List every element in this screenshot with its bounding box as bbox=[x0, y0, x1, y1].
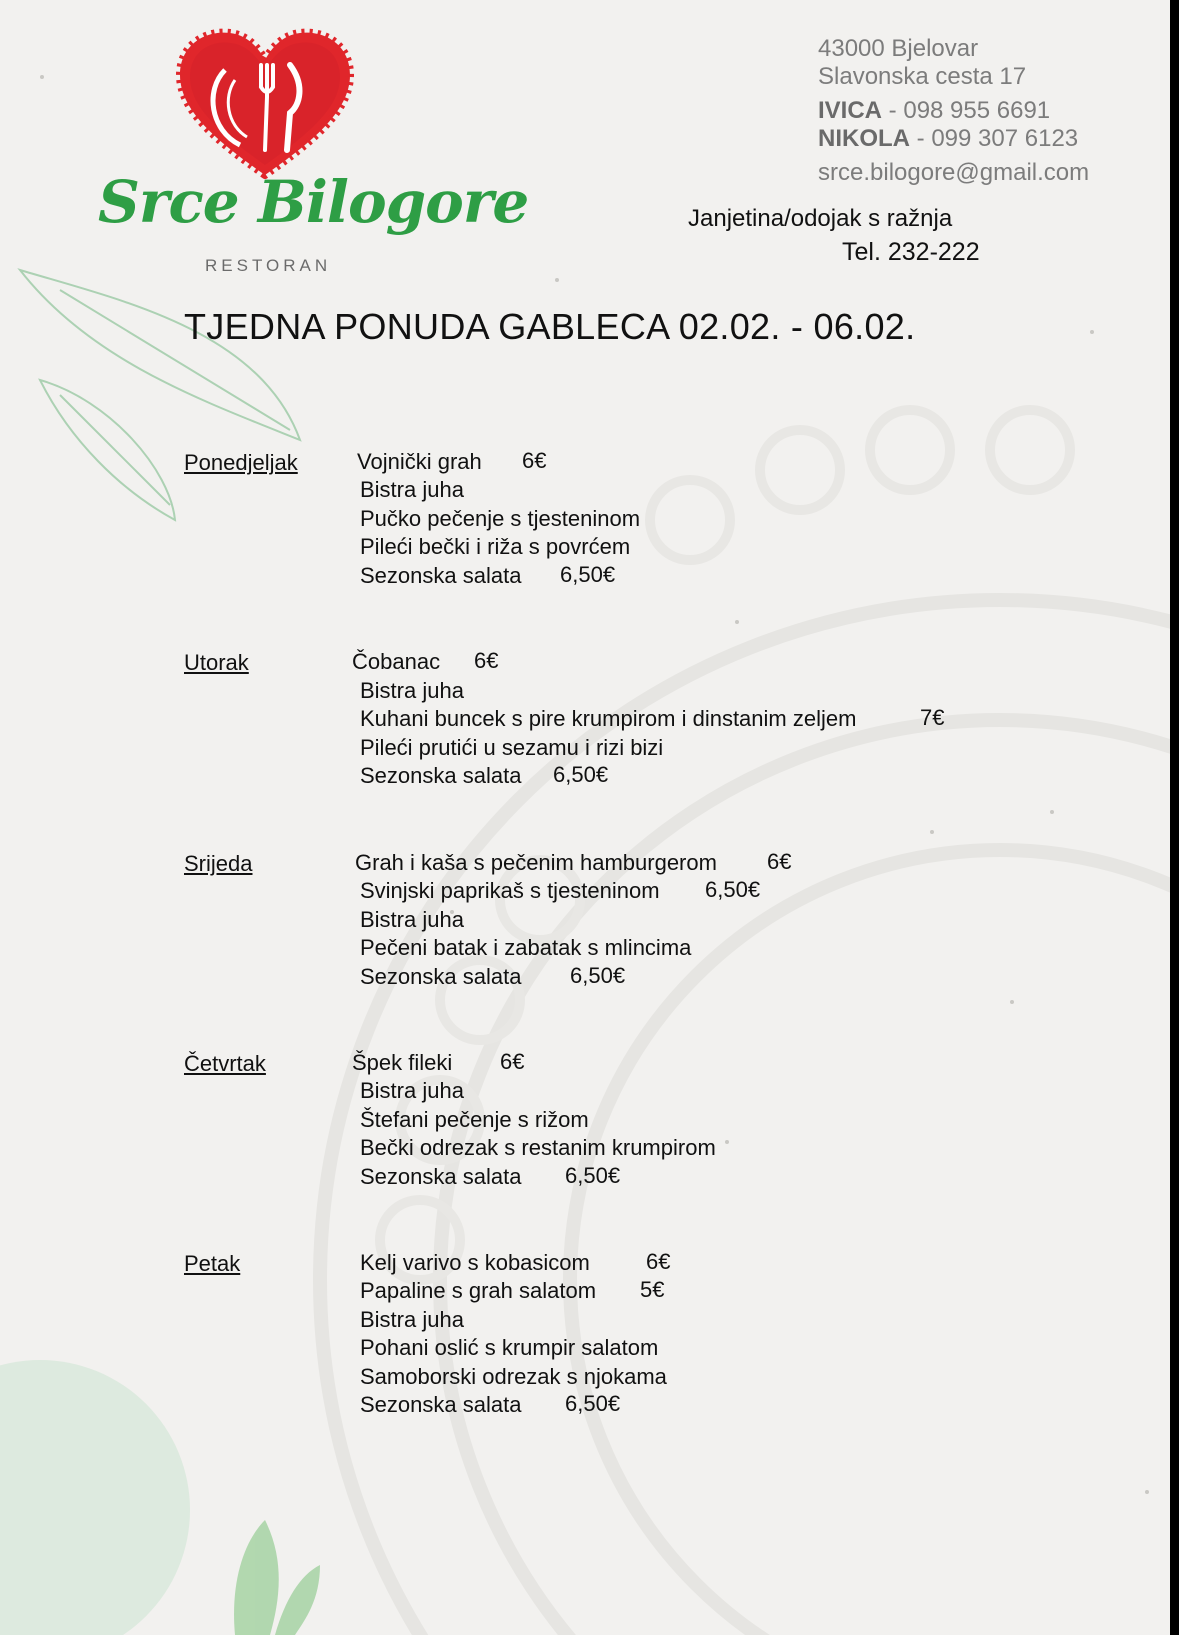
dish-price: 7€ bbox=[920, 705, 945, 730]
dish-item: Sezonska salata bbox=[360, 964, 522, 989]
dish-item: Pileći bečki i riža s povrćem bbox=[360, 534, 631, 559]
contact-person-1-phone: - 098 955 6691 bbox=[882, 97, 1051, 124]
brand-name: Srce Bilogore bbox=[98, 168, 529, 236]
dish-item: Pohani oslić s krumpir salatom bbox=[360, 1335, 659, 1360]
contact-block bbox=[818, 35, 1089, 187]
dish-item: Čobanac bbox=[352, 649, 441, 674]
dish-price: 6€ bbox=[646, 1249, 671, 1274]
dish-price: 6€ bbox=[500, 1049, 525, 1074]
tel-label: Tel. bbox=[842, 238, 888, 266]
dish-item: Samoborski odrezak s njokama bbox=[360, 1364, 667, 1389]
telephone bbox=[842, 238, 980, 267]
dish-item: Vojnički grah bbox=[357, 449, 482, 474]
dish-item: Štefani pečenje s rižom bbox=[360, 1107, 589, 1132]
tel-number: 232-222 bbox=[887, 238, 980, 266]
dish-item: Pileći prutići u sezamu i rizi bizi bbox=[360, 735, 664, 760]
dish-price: 6,50€ bbox=[553, 762, 609, 787]
dish-item: Kuhani buncek s pire krumpirom i dinstanim zeljem bbox=[360, 706, 857, 731]
day-label-monday: Ponedjeljak bbox=[184, 450, 298, 475]
street-address: Slavonska cesta 17 bbox=[818, 63, 1027, 90]
dish-item: Papaline s grah salatom bbox=[360, 1278, 597, 1303]
postal-city: 43000 Bjelovar bbox=[818, 35, 979, 62]
contact-person-1 bbox=[818, 97, 1089, 125]
dish-price: 6,50€ bbox=[570, 963, 626, 988]
contact-person-2-phone: - 099 307 6123 bbox=[910, 125, 1079, 152]
dish-item: Bistra juha bbox=[360, 1078, 464, 1103]
dish-item: Sezonska salata bbox=[360, 1392, 522, 1417]
dish-item: Bistra juha bbox=[360, 678, 464, 703]
dish-item: Špek fileki bbox=[352, 1050, 453, 1075]
dish-item: Sezonska salata bbox=[360, 1164, 522, 1189]
dish-price: 6,50€ bbox=[560, 562, 616, 587]
dish-item: Bečki odrezak s restanim krumpirom bbox=[360, 1135, 716, 1160]
day-label-wednesday: Srijeda bbox=[184, 851, 253, 876]
dish-item: Kelj varivo s kobasicom bbox=[360, 1250, 590, 1275]
dish-item: Pečeni batak i zabatak s mlincima bbox=[360, 935, 692, 960]
contact-person-2-name: NIKOLA bbox=[818, 125, 910, 152]
heart-logo-icon bbox=[95, 25, 435, 275]
dish-item: Bistra juha bbox=[360, 907, 464, 932]
day-label-tuesday: Utorak bbox=[184, 650, 249, 675]
specialty-text: Janjetina/odojak s ražnja bbox=[688, 205, 953, 232]
contact-person-2 bbox=[818, 125, 1089, 153]
dish-price: 6€ bbox=[474, 648, 499, 673]
day-label-friday: Petak bbox=[184, 1251, 241, 1276]
dish-price: 6,50€ bbox=[565, 1163, 621, 1188]
dish-item: Pučko pečenje s tjesteninom bbox=[360, 506, 641, 531]
dish-item: Bistra juha bbox=[360, 477, 464, 502]
contact-person-1-name: IVICA bbox=[818, 97, 883, 124]
email-address: srce.bilogore@gmail.com bbox=[818, 159, 1090, 186]
dish-price: 6€ bbox=[522, 448, 547, 473]
dish-item: Bistra juha bbox=[360, 1307, 464, 1332]
dish-price: 5€ bbox=[640, 1277, 665, 1302]
dish-price: 6,50€ bbox=[565, 1391, 621, 1416]
dish-item: Sezonska salata bbox=[360, 563, 522, 588]
day-label-thursday: Četvrtak bbox=[184, 1051, 266, 1076]
dish-price: 6,50€ bbox=[705, 877, 761, 902]
brand-subtitle: RESTORAN bbox=[205, 256, 332, 275]
menu-title: TJEDNA PONUDA GABLECA 02.02. - 06.02. bbox=[184, 306, 916, 347]
dish-item: Sezonska salata bbox=[360, 763, 522, 788]
dish-price: 6€ bbox=[767, 849, 792, 874]
dish-item: Grah i kaša s pečenim hamburgerom bbox=[355, 850, 717, 875]
dish-item: Svinjski paprikaš s tjesteninom bbox=[360, 878, 660, 903]
